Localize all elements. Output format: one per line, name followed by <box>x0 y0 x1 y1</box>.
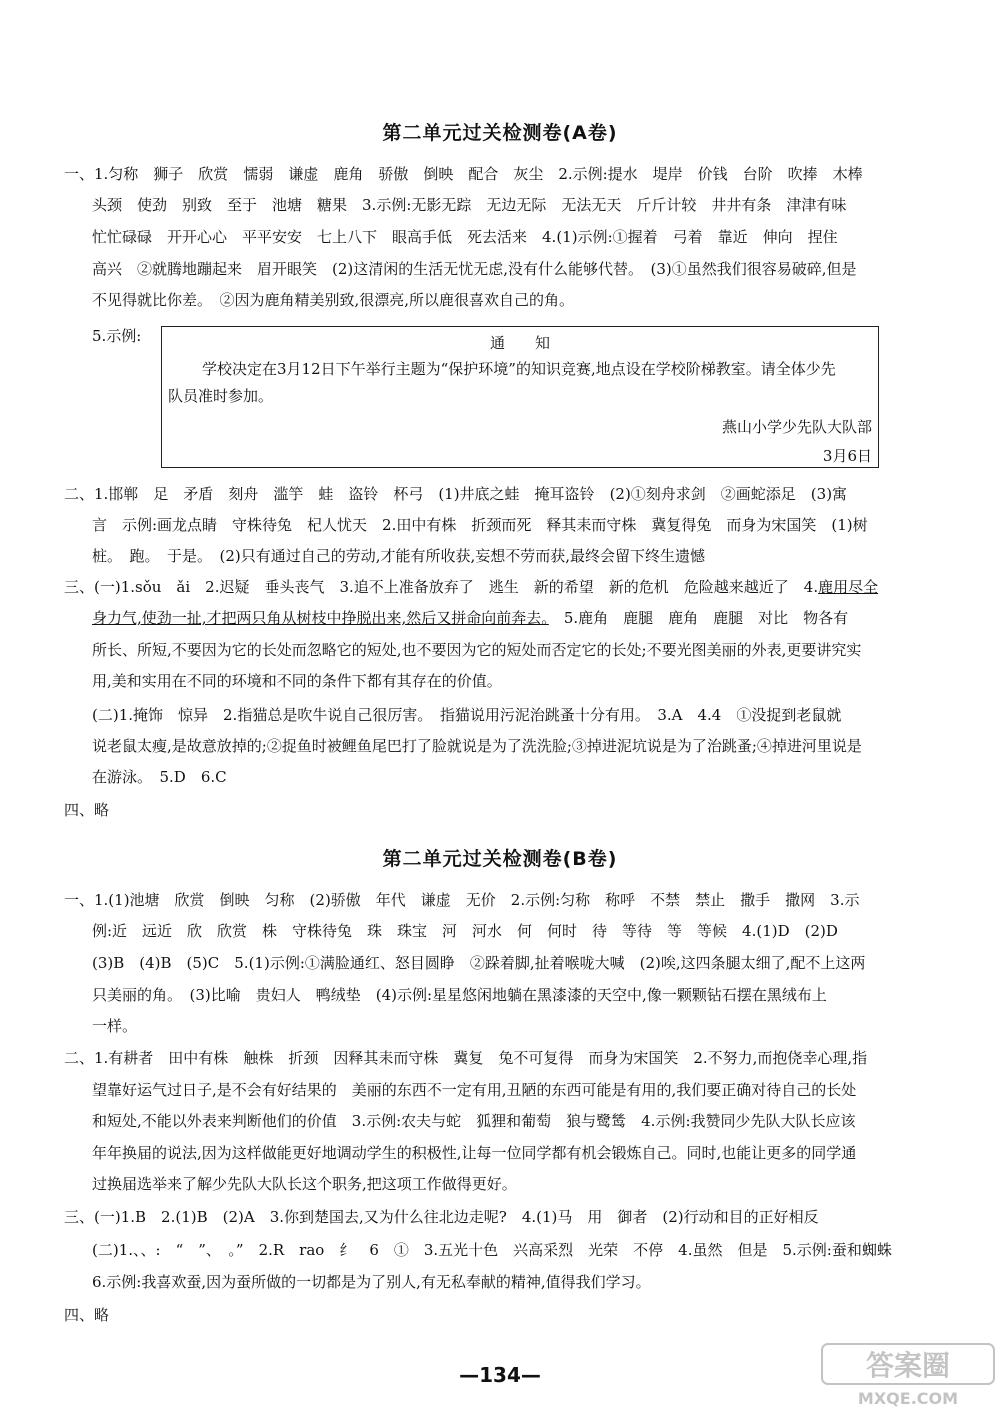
section-b-title: 第二单元过关检测卷(B卷) <box>382 848 618 870</box>
q3-text: 三、(一)1.sǒu ǎi 2.迟疑 垂头丧气 3.追不上准备放弃了 逃生 新的希望 新的危机 危险越来越近了 4. <box>64 578 819 596</box>
section-b-line: (二)1.、、: “ ”、 。” 2.R rao 纟 6 ① 3.五光十色 兴高采烈 光荣 不停 4.虽然 但是 5.示例:蚕和蜘蛛 <box>92 1241 892 1259</box>
section-b-line: 和短处,不能以外表来判断他们的价值 3.示例:农夫与蛇 狐狸和葡萄 狼与鹭鸶 4.示例:我赞同少先队大队长应该 <box>92 1112 856 1130</box>
section-b-line: 年年换届的说法,因为这样做能更好地调动学生的积极性,让每一位同学都有机会锻炼自己。同时,也能让更多的同学通 <box>92 1144 857 1162</box>
section-a-q3-line <box>92 608 848 628</box>
section-a-q2-line: 二、1.邯郸 足 矛盾 刻舟 滥竽 蛙 盗铃 杯弓 (1)井底之蛙 掩耳盗铃 (2)①刻舟求剑 ②画蛇添足 (3)寓 <box>64 485 848 503</box>
q3-underlined-answer: 身力气,使劲一扯,才把两只角从树枝中挣脱出来,然后又拼命向前奔去。 <box>92 609 549 627</box>
section-a-q2-line: 言 示例:画龙点睛 守株待兔 杞人忧天 2.田中有株 折颈而死 释其耒而守株 冀复得兔 而身为宋国笑 (1)树 <box>92 516 868 534</box>
section-a-title: 第二单元过关检测卷(A卷) <box>382 122 618 144</box>
section-a-q1-line: 高兴 ②就腾地蹦起来 眉开眼笑 (2)这清闲的生活无忧无虑,没有什么能够代替。 (3)①虽然我们很容易破碎,但是 <box>92 260 857 278</box>
section-b-line: 四、略 <box>64 1306 110 1324</box>
page-number: —134— <box>459 1363 541 1387</box>
watermark-url: MXQE.COM <box>857 1389 959 1408</box>
section-a-q1-line: 不见得就比你差。 ②因为鹿角精美别致,很漂亮,所以鹿很喜欢自己的角。 <box>92 291 575 309</box>
notice-date: 3月6日 <box>822 447 872 465</box>
section-b-line: (3)B (4)B (5)C 5.(1)示例:①满脸通红、怒目圆睁 ②跺着脚,扯着喉咙大喊 (2)唉,这四条腿太细了,配不上这两 <box>92 954 866 972</box>
section-a-q3-line: 用,美和实用在不同的环境和不同的条件下都有其存在的价值。 <box>92 672 502 690</box>
section-a-q3-line: 在游泳。 5.D 6.C <box>92 768 227 786</box>
section-a-q4: 四、略 <box>64 801 110 819</box>
notice-box <box>161 326 879 468</box>
notice-body: 队员准时参加。 <box>168 387 274 405</box>
q5-label: 5.示例: <box>92 327 142 345</box>
section-b-line: 一、1.(1)池塘 欣赏 倒映 匀称 (2)骄傲 年代 谦虚 无价 2.示例:匀称 称呼 不禁 禁止 撒手 撒网 3.示 <box>64 891 860 909</box>
notice-body: 学校决定在3月12日下午举行主题为“保护环境”的知识竞赛,地点设在学校阶梯教室。请全体少先 <box>202 360 836 378</box>
section-a-q1-line: 头颈 使劲 别致 至于 池塘 糖果 3.示例:无影无踪 无边无际 无法无天 斤斤计较 井井有条 津津有味 <box>92 196 847 214</box>
notice-signature: 燕山小学少先队大队部 <box>721 418 872 436</box>
section-b-line: 二、1.有耕者 田中有株 触株 折颈 因释其耒而守株 冀复 兔不可复得 而身为宋国笑 2.不努力,而抱侥幸心理,指 <box>64 1049 868 1067</box>
q3-underlined-answer: 鹿用尽全 <box>818 578 879 596</box>
section-b-line: 一样。 <box>92 1017 138 1035</box>
section-b-line: 望靠好运气过日子,是不会有好结果的 美丽的东西不一定有用,丑陋的东西可能是有用的,我们要正确对待自己的长处 <box>92 1081 857 1099</box>
section-b-line: 三、(一)1.B 2.(1)B (2)A 3.你到楚国去,又为什么往北边走呢? 4.(1)马 用 御者 (2)行动和目的正好相反 <box>64 1208 819 1226</box>
section-b-line: 6.示例:我喜欢蚕,因为蚕所做的一切都是为了别人,有无私奉献的精神,值得我们学习。 <box>92 1273 651 1291</box>
section-a-q3-line: (二)1.掩饰 惊异 2.指猫总是吹牛说自己很厉害。 指猫说用污泥治跳蚤十分有用。 3.A 4.4 ①没捉到老鼠就 <box>92 706 842 724</box>
section-a-q1-line: 一、1.匀称 狮子 欣赏 懦弱 谦虚 鹿角 骄傲 倒映 配合 灰尘 2.示例:提水 堤岸 价钱 台阶 吹捧 木棒 <box>64 165 863 183</box>
watermark-text: 答案圈 <box>865 1349 951 1382</box>
section-b-line: 例:近 远近 欣 欣赏 株 守株待兔 珠 珠宝 河 河水 何 何时 待 等待 等 等候 4.(1)D (2)D <box>92 922 838 940</box>
section-a-q3-line: 说老鼠太瘦,是故意放掉的;②捉鱼时被鲤鱼尾巴打了脸就说是为了洗洗脸;③掉进泥坑说是为了治跳蚤;④掉进河里说是 <box>92 737 862 755</box>
section-a-q3-line <box>64 577 878 597</box>
section-b-line: 只美丽的角。 (3)比喻 贵妇人 鸭绒垫 (4)示例:星星悠闲地躺在黑漆漆的天空中,像一颗颗钻石摆在黑绒布上 <box>92 986 827 1004</box>
section-a-q3-line: 所长、所短,不要因为它的长处而忽略它的短处,也不要因为它的短处而否定它的长处;不要光图美丽的外表,更要讲究实 <box>92 641 862 659</box>
section-b-line: 过换届选举来了解少先队大队长这个职务,把这项工作做得更好。 <box>92 1175 517 1193</box>
notice-title: 通 知 <box>489 334 550 352</box>
section-a-q2-line: 桩。 跑。 于是。 (2)只有通过自己的劳动,才能有所收获,妄想不劳而获,最终会留下终生遗憾 <box>92 547 706 565</box>
section-a-q1-line: 忙忙碌碌 开开心心 平平安安 七上八下 眼高手低 死去活来 4.(1)示例:①握着 弓着 靠近 伸向 捏住 <box>92 228 838 246</box>
q3-text: 5.鹿角 鹿腿 鹿角 鹿腿 对比 物各有 <box>548 609 849 627</box>
watermark-logo <box>818 1340 998 1408</box>
